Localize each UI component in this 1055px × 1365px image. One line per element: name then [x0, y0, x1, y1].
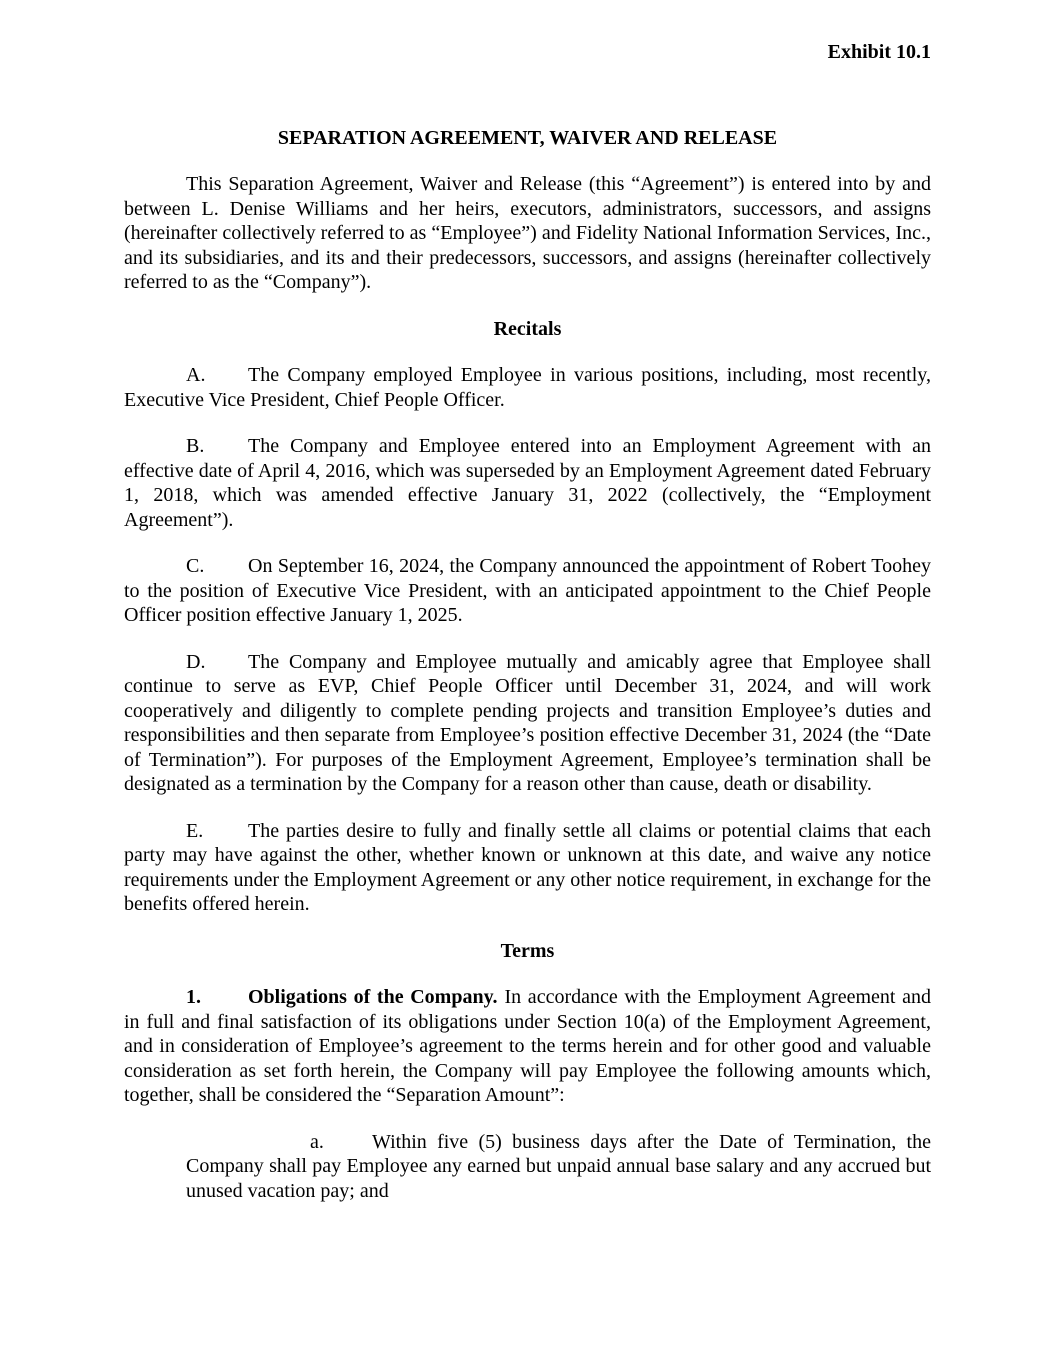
recital-text-d: The Company and Employee mutually and amicably agree that Employee shall continue to serve as EVP, Chief People Officer until December 31, 2024, and will work cooperatively and diligently to complete pending projects and transition Employee’s duties and responsibilities and then separate from Employee’s position effective December 31, 2024 (the “Date of Termination”). For purposes of the Employment Agreement, Employee’s termination shall be designated as a termination by the Company for a reason other than cause, death or disability. — [124, 650, 931, 795]
subterm-text-a: Within five (5) business days after the Date of Termination, the Company shall pay Employee any earned but unpaid annual base salary and any accrued but unused vacation pay; and — [186, 1130, 931, 1202]
recital-paragraph-b — [124, 434, 931, 532]
term-paragraph-1 — [124, 985, 931, 1108]
recital-text-e: The parties desire to fully and finally settle all claims or potential claims that each party may have against the other, whether known or unknown at this date, and waive any notice requirements under the Employment Agreement or any other notice requirement, in exchange for the benefits offered herein. — [124, 819, 931, 915]
terms-heading: Terms — [500, 939, 555, 962]
document-title: SEPARATION AGREEMENT, WAIVER AND RELEASE — [277, 126, 778, 149]
term-lead-1: Obligations of the Company. — [248, 986, 498, 1008]
intro-paragraph: This Separation Agreement, Waiver and Release (this “Agreement”) is entered into by and between L. Denise Williams and her heirs, executors, administrators, successors, and assigns (hereinafter collectively referred to as “Employee”) and Fidelity National Information Services, Inc., and its subsidiaries, and its and their predecessors, successors, and assigns (hereinafter collectively referred to as the “Company”). — [124, 173, 931, 293]
recital-text-a: The Company employed Employee in various positions, including, most recently, Executive Vice President, Chief People Officer. — [124, 364, 931, 411]
recital-paragraph-e — [124, 819, 931, 917]
recital-label-a: A. — [186, 364, 206, 386]
recital-paragraph-c — [124, 554, 931, 628]
recital-paragraph-d — [124, 650, 931, 797]
recital-text-c: On September 16, 2024, the Company announced the appointment of Robert Toohey to the position of Executive Vice President, with an anticipated appointment to the Chief People Officer position effective January 1, 2025. — [124, 555, 931, 626]
subterm-paragraph-a — [186, 1130, 931, 1204]
recital-label-e: E. — [186, 819, 204, 842]
term-label-1: 1. — [186, 986, 201, 1008]
recital-paragraph-a — [124, 363, 931, 412]
recital-label-b: B. — [186, 435, 205, 457]
exhibit-label: Exhibit 10.1 — [827, 41, 931, 63]
recital-label-d: D. — [186, 650, 206, 673]
subterm-label-a: a. — [310, 1130, 324, 1153]
recitals-heading: Recitals — [493, 317, 562, 340]
recital-text-b: The Company and Employee entered into an Employment Agreement with an effective date of April 4, 2016, which was superseded by an Employment Agreement dated February 1, 2018, which was amended effective January 31, 2022 (collectively, the “Employment Agreement”). — [124, 435, 931, 531]
recital-label-c: C. — [186, 555, 205, 577]
term-text-1: In accordance with the Employment Agreement and in full and final satisfaction of its obligations under Section 10(a) of the Employment Agreement, and in consideration of Employee’s agreement to the terms herein and for other good and valuable consideration as set forth herein, the Company will pay Employee the following amounts which, together, shall be considered the “Separation Amount”: — [124, 986, 931, 1106]
